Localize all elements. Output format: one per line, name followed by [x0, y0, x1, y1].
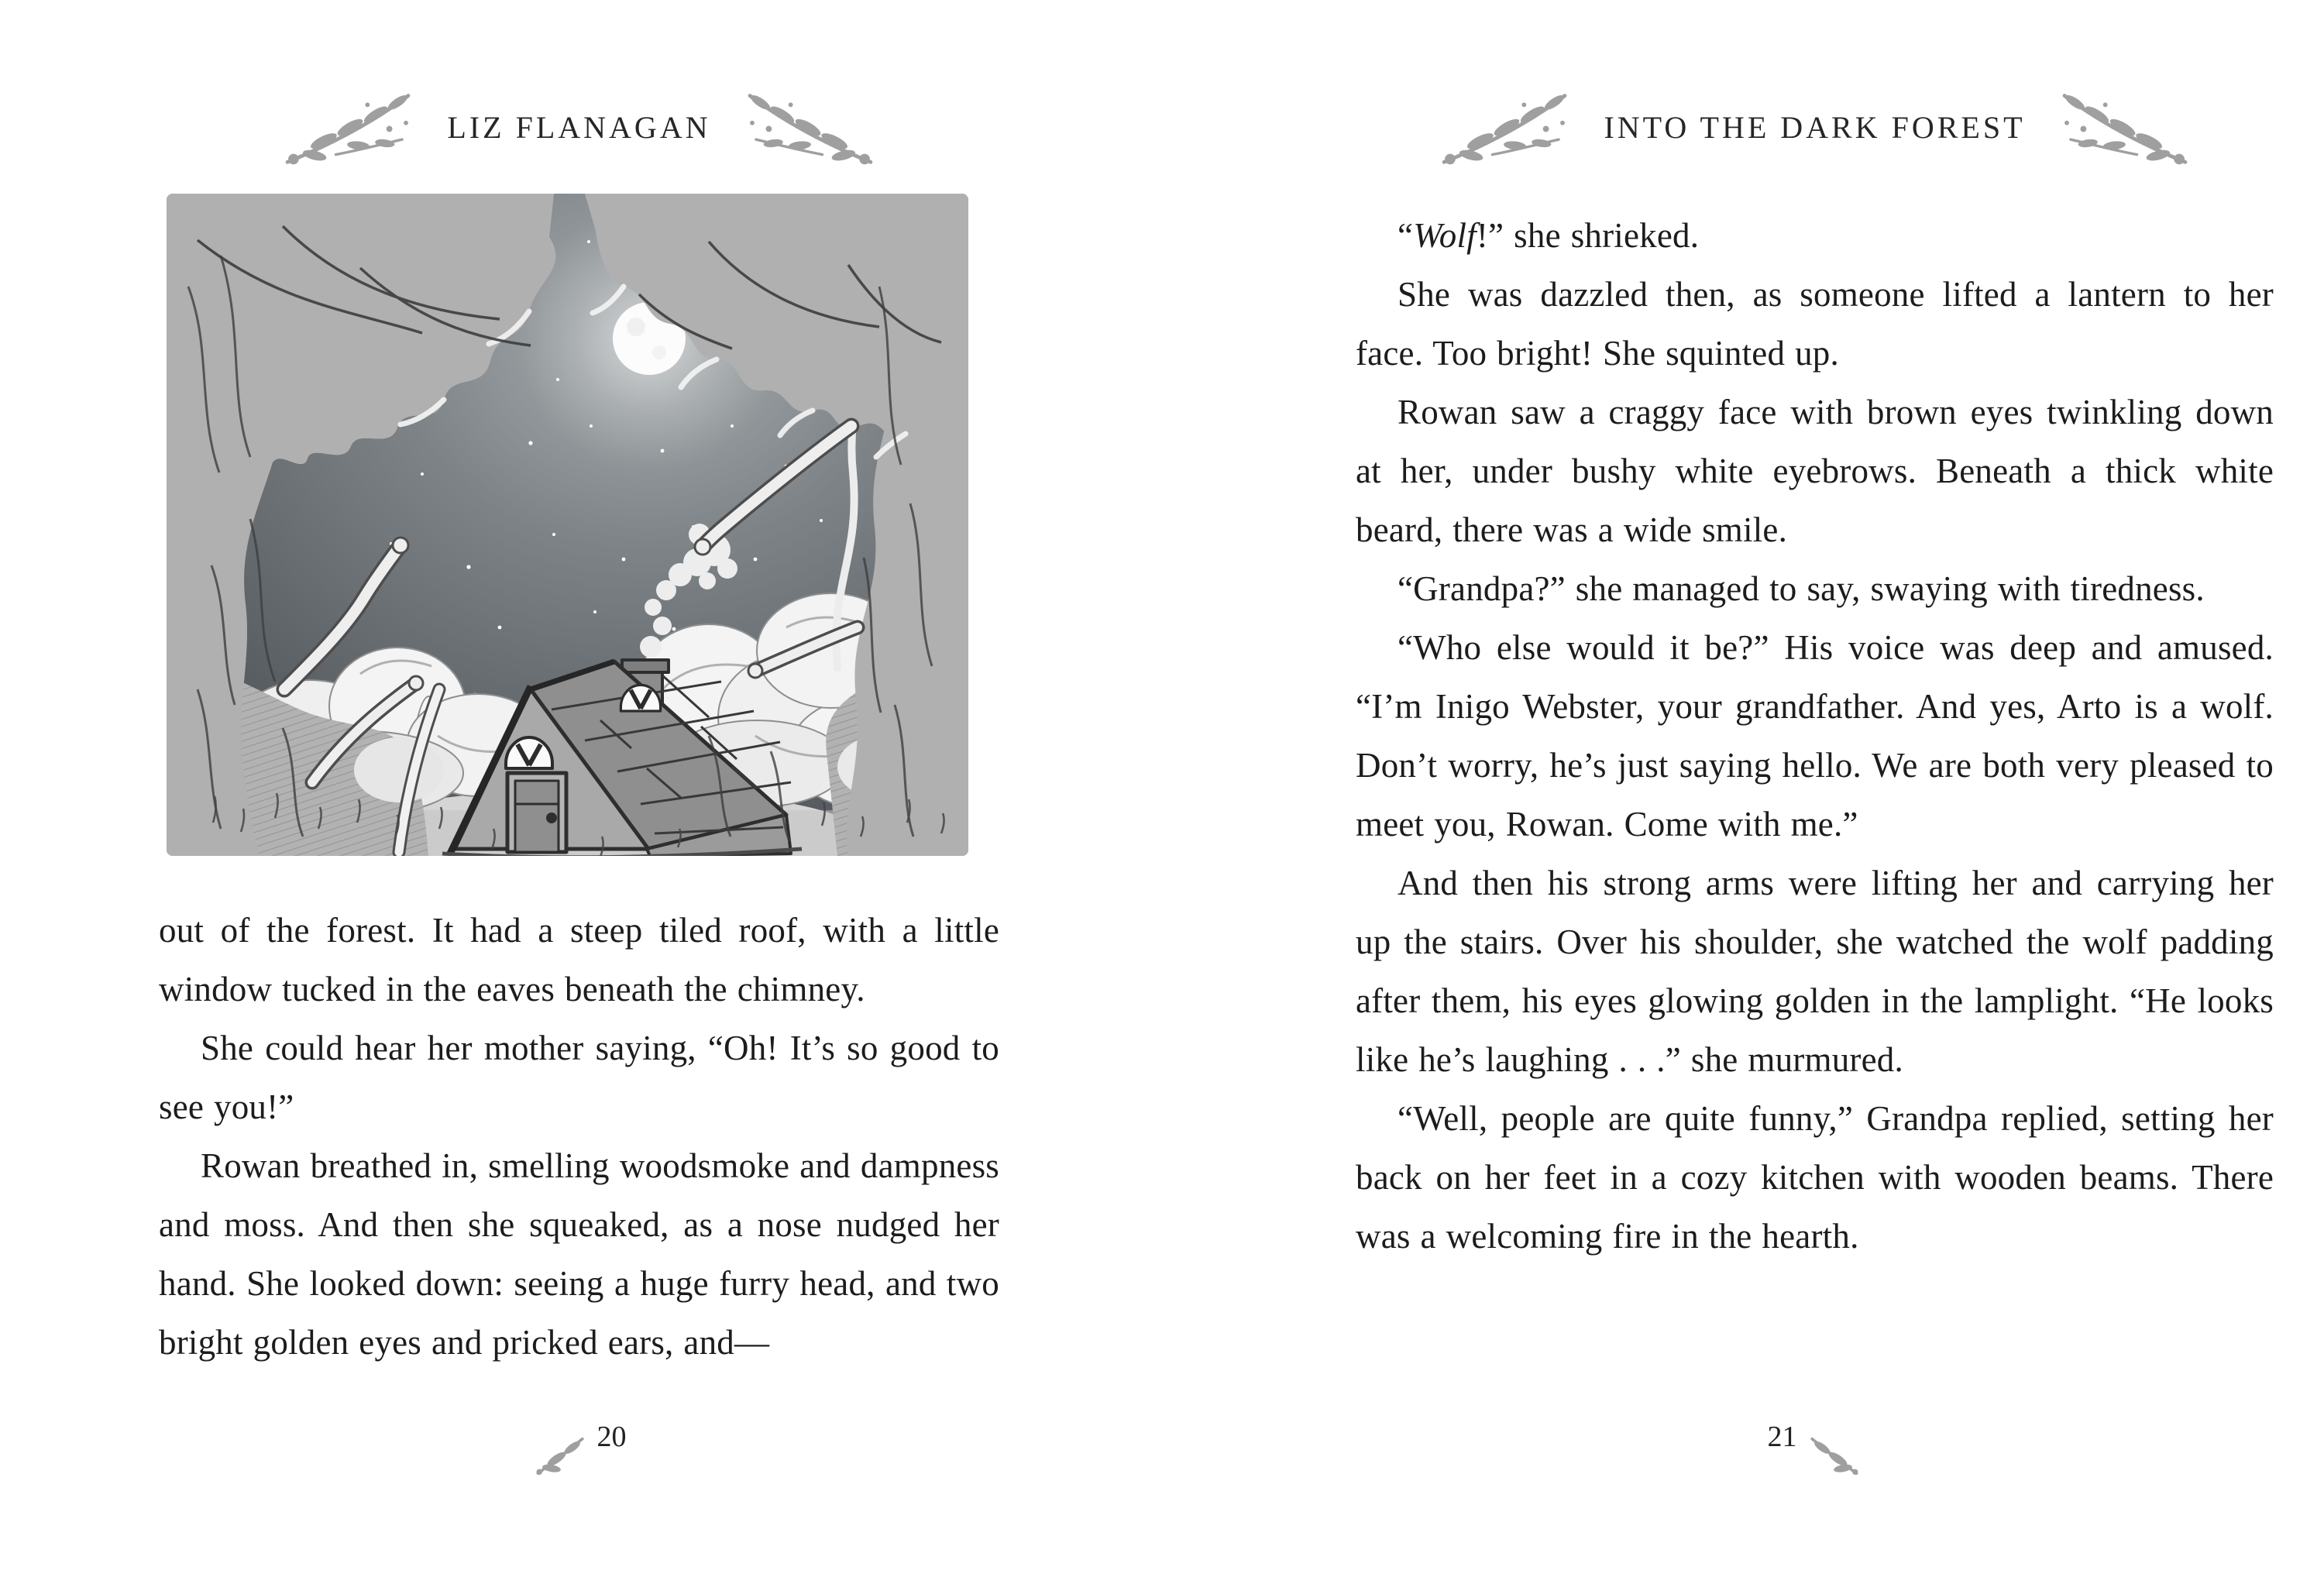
branch-flourish-icon — [737, 84, 882, 170]
page-number: 20 — [596, 1421, 627, 1453]
paragraph: “Who else would it be?” His voice was deep and amused. “I’m Inigo Webster, your grandfather. And yes, Arto is a wolf. Don’t worry, he’s just saying hello. We are both very pleased to meet you, Rowan. Come with me.” — [1356, 628, 2274, 844]
branch-flourish-icon — [1433, 84, 1577, 170]
paragraph: She was dazzled then, as someone lifted a lantern to her face. Too bright! She squinted up. — [1356, 275, 2274, 373]
running-head-author: LIZ FLANAGAN — [447, 109, 711, 145]
moonlit-cottage-scene — [167, 194, 968, 856]
page-number-sprig-icon — [1805, 1430, 1862, 1481]
paragraph: Rowan saw a craggy face with brown eyes twinkling down at her, under bushy white eyebrows. Beneath a thick white beard, there was a wide smile. — [1356, 393, 2274, 549]
branch-flourish-icon — [2052, 84, 2196, 170]
right-running-head — [1356, 84, 2274, 170]
right-page-footer — [1356, 1417, 2274, 1481]
branch-flourish-icon — [277, 84, 421, 170]
paragraph: “Well, people are quite funny,” Grandpa replied, setting her back on her feet in a cozy kitchen with wooden beams. There was a welcoming fire in the hearth. — [1356, 1099, 2274, 1256]
right-page — [1162, 0, 2324, 1584]
paragraph: out of the forest. It had a steep tiled roof, with a little window tucked in the eaves beneath the chimney. — [159, 911, 999, 1008]
paragraph: “Grandpa?” she managed to say, swaying with tiredness. — [1397, 569, 2205, 608]
left-page-text — [159, 901, 999, 1372]
paragraph: “Wolf!” she shrieked. — [1397, 216, 1700, 255]
page-number-sprig-icon — [532, 1430, 590, 1481]
left-page-footer — [159, 1417, 999, 1481]
paragraph: Rowan breathed in, smelling woodsmoke and dampness and moss. And then she squeaked, as a nose nudged her hand. She looked down: seeing a huge furry head, and two bright golden eyes and pricked ears, and— — [159, 1146, 999, 1362]
page-number: 21 — [1767, 1421, 1797, 1453]
forest-cottage-illustration — [167, 194, 968, 856]
paragraph: She could hear her mother saying, “Oh! It’s so good to see you!” — [159, 1029, 999, 1126]
left-running-head — [159, 84, 999, 170]
right-page-text — [1356, 206, 2274, 1266]
paragraph: And then his strong arms were lifting her and carrying her up the stairs. Over his shoulder, she watched the wolf padding after them, his eyes glowing golden in the lamplight. “He looks like he’s laughing . . .” she murmured. — [1356, 864, 2274, 1079]
running-head-chapter: INTO THE DARK FOREST — [1604, 109, 2026, 145]
